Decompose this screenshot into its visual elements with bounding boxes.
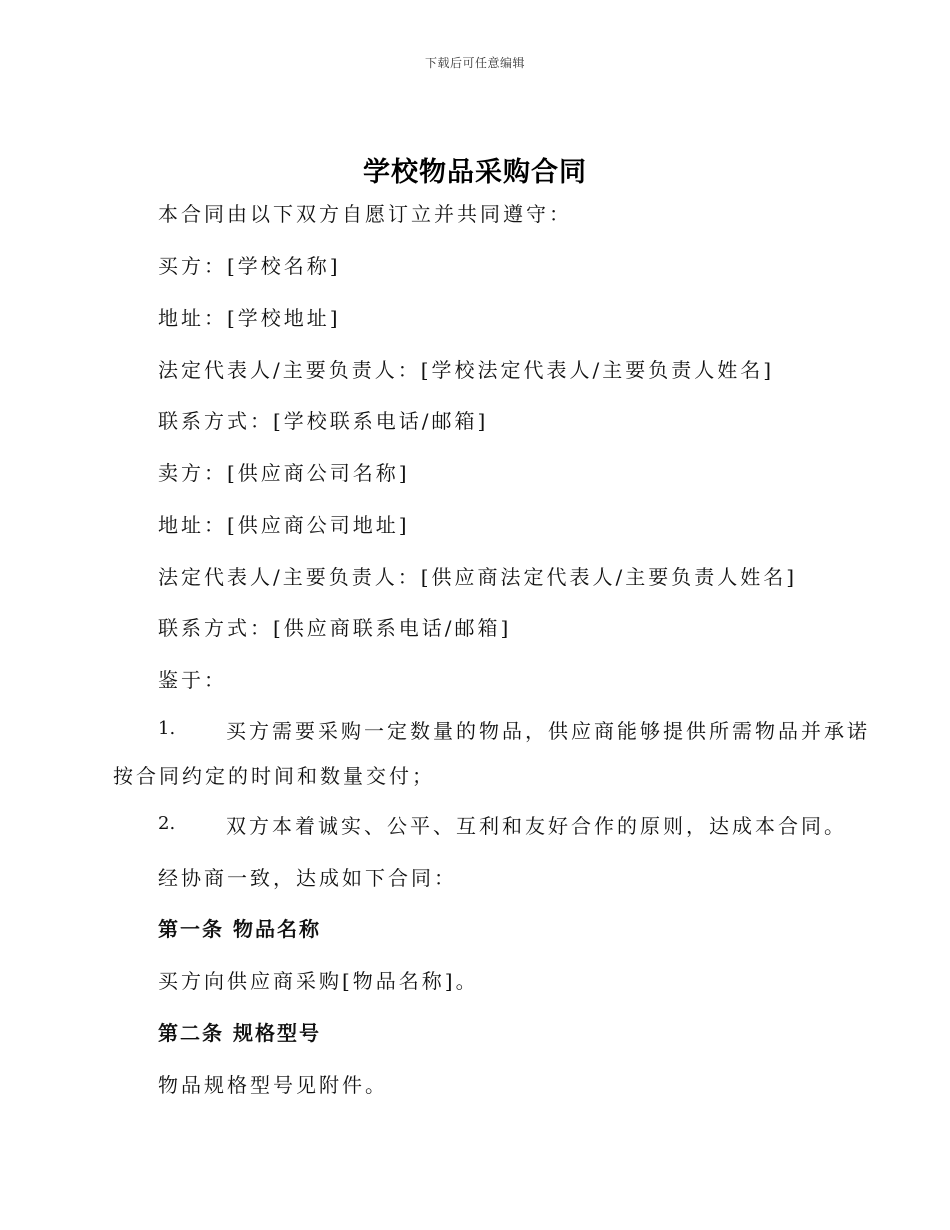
article-heading: 第二条 规格型号 (158, 1021, 321, 1045)
list-item-text: 买方需要采购一定数量的物品，供应商能够提供所需物品并承诺 (226, 719, 870, 743)
list-item-number: 2. (158, 813, 176, 834)
list-item-continuation: 按合同约定的时间和数量交付； (113, 764, 435, 788)
seller-contact: 联系方式：[供应商联系电话/邮箱] (158, 616, 512, 640)
article-heading: 第一条 物品名称 (158, 917, 321, 941)
article-body: 物品规格型号见附件。 (158, 1073, 388, 1097)
buyer-representative: 法定代表人/主要负责人：[学校法定代表人/主要负责人姓名] (158, 358, 775, 382)
seller-name: 卖方：[供应商公司名称] (158, 461, 410, 485)
document-title: 学校物品采购合同 (363, 157, 587, 188)
seller-representative: 法定代表人/主要负责人：[供应商法定代表人/主要负责人姓名] (158, 565, 798, 589)
buyer-name: 买方：[学校名称] (158, 254, 341, 278)
intro-paragraph: 本合同由以下双方自愿订立并共同遵守： (158, 202, 572, 226)
agreement-intro: 经协商一致，达成如下合同： (158, 866, 457, 890)
buyer-address: 地址：[学校地址] (158, 306, 341, 330)
seller-address: 地址：[供应商公司地址] (158, 513, 410, 537)
article-body: 买方向供应商采购[物品名称]。 (158, 969, 479, 993)
header-note: 下载后可任意编辑 (424, 56, 525, 70)
whereas-label: 鉴于： (158, 668, 227, 692)
buyer-contact: 联系方式：[学校联系电话/邮箱] (158, 409, 489, 433)
list-item-text: 双方本着诚实、公平、互利和友好合作的原则，达成本合同。 (226, 814, 847, 838)
list-item-number: 1. (158, 718, 176, 739)
